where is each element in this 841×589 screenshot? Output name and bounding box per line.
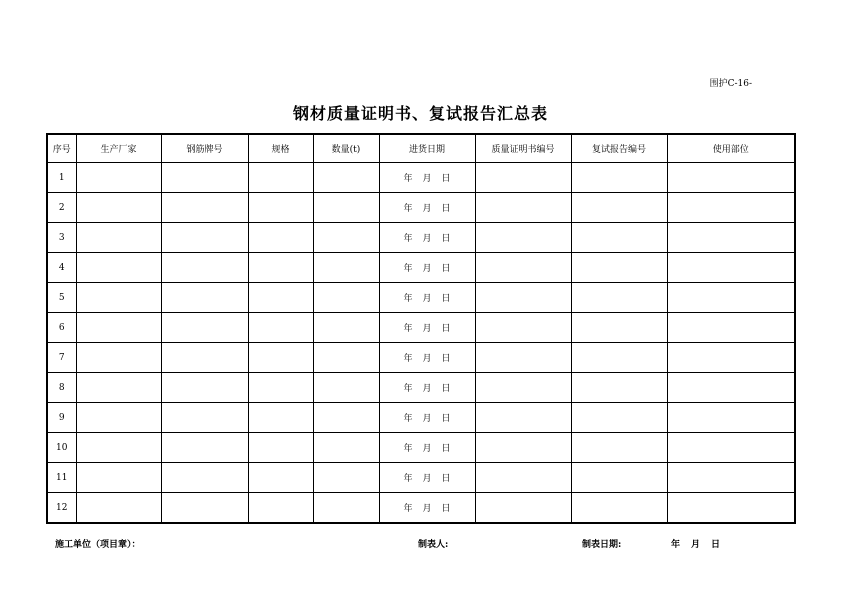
manufacturer-cell[interactable] xyxy=(76,223,161,253)
quality-cert-no-cell[interactable] xyxy=(475,193,571,223)
quality-cert-no-cell[interactable] xyxy=(475,403,571,433)
steel-grade-cell[interactable] xyxy=(161,493,248,524)
header-cell: 规格 xyxy=(248,134,313,163)
quantity-cell[interactable] xyxy=(313,253,379,283)
quantity-cell[interactable] xyxy=(313,433,379,463)
page-title: 钢材质量证明书、复试报告汇总表 xyxy=(292,104,548,123)
arrival-date-cell[interactable] xyxy=(379,463,475,493)
usage-location-cell[interactable] xyxy=(667,283,795,313)
usage-location-cell[interactable] xyxy=(667,193,795,223)
header-cell: 复试报告编号 xyxy=(571,134,667,163)
quantity-cell[interactable] xyxy=(313,223,379,253)
quantity-cell[interactable] xyxy=(313,493,379,524)
table-row xyxy=(47,373,795,403)
usage-location-cell[interactable] xyxy=(667,163,795,193)
row-number-cell: 11 xyxy=(47,463,76,493)
quantity-cell[interactable] xyxy=(313,403,379,433)
quality-cert-no-cell[interactable] xyxy=(475,433,571,463)
date-unit-m: 月 xyxy=(422,504,432,514)
row-number-cell: 3 xyxy=(47,223,76,253)
spec-cell[interactable] xyxy=(248,463,313,493)
usage-location-cell[interactable] xyxy=(667,433,795,463)
retest-report-no-cell[interactable] xyxy=(571,403,667,433)
date-unit-d: 日 xyxy=(441,504,451,514)
date-unit-m: 月 xyxy=(422,384,432,394)
header-cell: 进货日期 xyxy=(379,134,475,163)
header-cell: 数量(t) xyxy=(313,134,379,163)
row-number-cell: 7 xyxy=(47,343,76,373)
quality-cert-no-cell[interactable] xyxy=(475,373,571,403)
quantity-cell[interactable] xyxy=(313,313,379,343)
manufacturer-cell[interactable] xyxy=(76,433,161,463)
date-unit-y: 年 xyxy=(403,294,413,304)
table-row xyxy=(47,283,795,313)
retest-report-no-cell[interactable] xyxy=(571,493,667,524)
table-row xyxy=(47,163,795,193)
date-unit-d: 日 xyxy=(441,414,451,424)
table-row xyxy=(47,343,795,373)
row-number-cell: 8 xyxy=(47,373,76,403)
date-unit-y: 年 xyxy=(403,204,413,214)
header-cell: 使用部位 xyxy=(667,134,795,163)
date-unit-m: 月 xyxy=(422,354,432,364)
steel-grade-cell[interactable] xyxy=(161,313,248,343)
manufacturer-cell[interactable] xyxy=(76,253,161,283)
header-cell: 质量证明书编号 xyxy=(475,134,571,163)
usage-location-cell[interactable] xyxy=(667,313,795,343)
steel-grade-cell[interactable] xyxy=(161,163,248,193)
footer-date-year: 年 xyxy=(671,540,681,550)
manufacturer-cell[interactable] xyxy=(76,403,161,433)
quality-cert-no-cell[interactable] xyxy=(475,283,571,313)
quality-cert-no-cell[interactable] xyxy=(475,223,571,253)
arrival-date-cell[interactable] xyxy=(379,163,475,193)
arrival-date-cell[interactable] xyxy=(379,403,475,433)
row-number-cell: 1 xyxy=(47,163,76,193)
quantity-cell[interactable] xyxy=(313,463,379,493)
date-unit-m: 月 xyxy=(422,444,432,454)
arrival-date-cell[interactable] xyxy=(379,433,475,463)
usage-location-cell[interactable] xyxy=(667,403,795,433)
retest-report-no-cell[interactable] xyxy=(571,283,667,313)
retest-report-no-cell[interactable] xyxy=(571,463,667,493)
quality-cert-no-cell[interactable] xyxy=(475,493,571,524)
date-unit-d: 日 xyxy=(441,204,451,214)
manufacturer-cell[interactable] xyxy=(76,313,161,343)
spec-cell[interactable] xyxy=(248,193,313,223)
table-row xyxy=(47,193,795,223)
date-unit-m: 月 xyxy=(422,264,432,274)
row-number-cell: 4 xyxy=(47,253,76,283)
date-unit-d: 日 xyxy=(441,264,451,274)
retest-report-no-cell[interactable] xyxy=(571,253,667,283)
arrival-date-cell[interactable] xyxy=(379,313,475,343)
date-unit-m: 月 xyxy=(422,234,432,244)
date-unit-m: 月 xyxy=(422,474,432,484)
date-unit-y: 年 xyxy=(403,234,413,244)
quantity-cell[interactable] xyxy=(313,193,379,223)
table-row xyxy=(47,223,795,253)
retest-report-no-cell[interactable] xyxy=(571,343,667,373)
date-unit-y: 年 xyxy=(403,474,413,484)
usage-location-cell[interactable] xyxy=(667,373,795,403)
steel-grade-cell[interactable] xyxy=(161,403,248,433)
footer-date-day: 日 xyxy=(711,540,721,550)
row-number-cell: 2 xyxy=(47,193,76,223)
row-number-cell: 6 xyxy=(47,313,76,343)
table-row xyxy=(47,253,795,283)
spec-cell[interactable] xyxy=(248,433,313,463)
quality-cert-no-cell[interactable] xyxy=(475,253,571,283)
construction-unit-label: 施工单位（项目章）： xyxy=(55,540,141,550)
summary-table xyxy=(46,133,796,524)
steel-grade-cell[interactable] xyxy=(161,193,248,223)
header-row xyxy=(47,134,795,163)
date-unit-d: 日 xyxy=(441,234,451,244)
quantity-cell[interactable] xyxy=(313,343,379,373)
usage-location-cell[interactable] xyxy=(667,493,795,524)
table-row xyxy=(47,493,795,524)
spec-cell[interactable] xyxy=(248,163,313,193)
retest-report-no-cell[interactable] xyxy=(571,433,667,463)
date-unit-y: 年 xyxy=(403,414,413,424)
spec-cell[interactable] xyxy=(248,373,313,403)
form-code: 围护C-16- xyxy=(709,79,752,89)
manufacturer-cell[interactable] xyxy=(76,493,161,524)
date-unit-y: 年 xyxy=(403,264,413,274)
row-number-cell: 10 xyxy=(47,433,76,463)
prepared-date-label: 制表日期: xyxy=(582,540,622,550)
spec-cell[interactable] xyxy=(248,493,313,524)
usage-location-cell[interactable] xyxy=(667,253,795,283)
table-row xyxy=(47,403,795,433)
date-unit-m: 月 xyxy=(422,414,432,424)
spec-cell[interactable] xyxy=(248,343,313,373)
steel-grade-cell[interactable] xyxy=(161,283,248,313)
steel-grade-cell[interactable] xyxy=(161,223,248,253)
quality-cert-no-cell[interactable] xyxy=(475,313,571,343)
spec-cell[interactable] xyxy=(248,283,313,313)
quality-cert-no-cell[interactable] xyxy=(475,343,571,373)
date-unit-y: 年 xyxy=(403,384,413,394)
retest-report-no-cell[interactable] xyxy=(571,163,667,193)
manufacturer-cell[interactable] xyxy=(76,373,161,403)
spec-cell[interactable] xyxy=(248,223,313,253)
arrival-date-cell[interactable] xyxy=(379,193,475,223)
date-unit-m: 月 xyxy=(422,204,432,214)
usage-location-cell[interactable] xyxy=(667,223,795,253)
date-unit-m: 月 xyxy=(422,174,432,184)
arrival-date-cell[interactable] xyxy=(379,493,475,524)
manufacturer-cell[interactable] xyxy=(76,343,161,373)
date-unit-y: 年 xyxy=(403,444,413,454)
manufacturer-cell[interactable] xyxy=(76,163,161,193)
arrival-date-cell[interactable] xyxy=(379,343,475,373)
date-unit-m: 月 xyxy=(422,324,432,334)
retest-report-no-cell[interactable] xyxy=(571,223,667,253)
retest-report-no-cell[interactable] xyxy=(571,313,667,343)
date-unit-d: 日 xyxy=(441,324,451,334)
date-unit-d: 日 xyxy=(441,174,451,184)
steel-grade-cell[interactable] xyxy=(161,433,248,463)
spec-cell[interactable] xyxy=(248,253,313,283)
arrival-date-cell[interactable] xyxy=(379,223,475,253)
arrival-date-cell[interactable] xyxy=(379,283,475,313)
row-number-cell: 5 xyxy=(47,283,76,313)
header-cell: 序号 xyxy=(47,134,76,163)
manufacturer-cell[interactable] xyxy=(76,463,161,493)
quantity-cell[interactable] xyxy=(313,163,379,193)
manufacturer-cell[interactable] xyxy=(76,193,161,223)
date-unit-y: 年 xyxy=(403,354,413,364)
retest-report-no-cell[interactable] xyxy=(571,373,667,403)
retest-report-no-cell[interactable] xyxy=(571,193,667,223)
table-row xyxy=(47,463,795,493)
date-unit-y: 年 xyxy=(403,174,413,184)
usage-location-cell[interactable] xyxy=(667,463,795,493)
date-unit-y: 年 xyxy=(403,324,413,334)
steel-grade-cell[interactable] xyxy=(161,343,248,373)
usage-location-cell[interactable] xyxy=(667,343,795,373)
date-unit-d: 日 xyxy=(441,444,451,454)
date-unit-d: 日 xyxy=(441,294,451,304)
quality-cert-no-cell[interactable] xyxy=(475,163,571,193)
date-unit-m: 月 xyxy=(422,294,432,304)
steel-grade-cell[interactable] xyxy=(161,253,248,283)
table-row xyxy=(47,433,795,463)
date-unit-d: 日 xyxy=(441,474,451,484)
date-unit-d: 日 xyxy=(441,354,451,364)
spec-cell[interactable] xyxy=(248,403,313,433)
row-number-cell: 9 xyxy=(47,403,76,433)
arrival-date-cell[interactable] xyxy=(379,253,475,283)
header-cell: 钢筋牌号 xyxy=(161,134,248,163)
preparer-label: 制表人: xyxy=(418,540,449,550)
quality-cert-no-cell[interactable] xyxy=(475,463,571,493)
date-unit-y: 年 xyxy=(403,504,413,514)
header-cell: 生产厂家 xyxy=(76,134,161,163)
table-row xyxy=(47,313,795,343)
manufacturer-cell[interactable] xyxy=(76,283,161,313)
spec-cell[interactable] xyxy=(248,313,313,343)
footer-date-month: 月 xyxy=(691,540,701,550)
quantity-cell[interactable] xyxy=(313,283,379,313)
steel-grade-cell[interactable] xyxy=(161,463,248,493)
date-unit-d: 日 xyxy=(441,384,451,394)
steel-grade-cell[interactable] xyxy=(161,373,248,403)
arrival-date-cell[interactable] xyxy=(379,373,475,403)
quantity-cell[interactable] xyxy=(313,373,379,403)
row-number-cell: 12 xyxy=(47,493,76,524)
